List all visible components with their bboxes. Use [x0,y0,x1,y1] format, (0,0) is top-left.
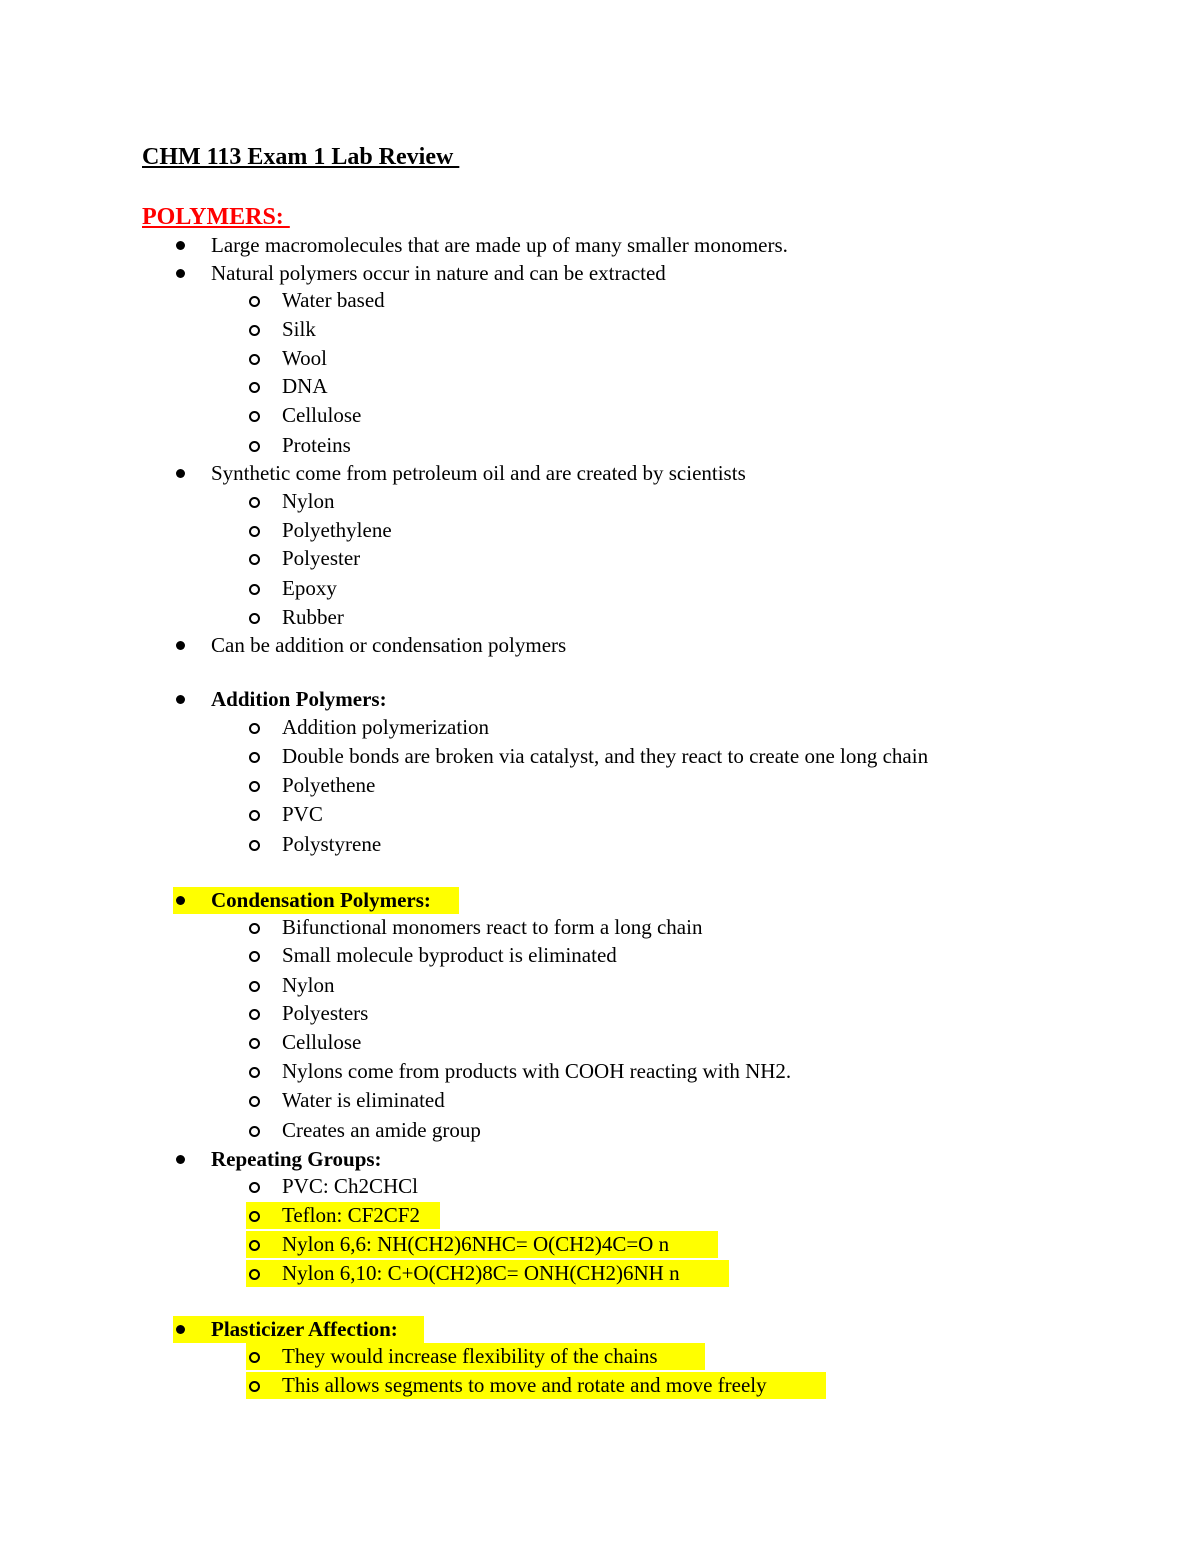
sub-list-item [0,1086,445,1115]
sub-list-item [0,286,385,315]
list-item-text: Natural polymers occur in nature and can be extracted [211,261,666,285]
circle-bullet-icon [249,1126,260,1137]
sub-list-item-text: Polyester [282,546,361,570]
sub-list-item [0,1201,420,1230]
sub-list-item-text: Double bonds are broken via catalyst, and they react to create one long chain [282,744,929,768]
list-item-text: Synthetic come from petroleum oil and are created by scientists [211,461,746,485]
bullet-icon [176,241,185,250]
list-item-heading [0,1145,382,1174]
sub-list-item-text: This allows segments to move and rotate and move freely [282,1373,767,1397]
sub-list-item-text: Water is eliminated [282,1088,445,1112]
sub-list-item-text: Nylon 6,10: C+O(CH2)8C= ONH(CH2)6NH n [282,1261,680,1285]
bullet-icon [176,269,185,278]
heading-plasticizer-affection: Plasticizer Affection: [211,1317,398,1341]
sub-list-item-text: Polystyrene [282,832,382,856]
sub-list-item [0,800,323,829]
sub-list-item-text: Silk [282,317,316,341]
circle-bullet-icon [249,1182,260,1193]
sub-list-item [0,1172,418,1201]
sub-list-item [0,913,703,942]
sub-list-item-text: Bifunctional monomers react to form a long chain [282,915,703,939]
circle-bullet-icon [249,951,260,962]
sub-list-item [0,742,929,771]
circle-bullet-icon [249,1352,260,1363]
circle-bullet-icon [249,1096,260,1107]
sub-list-item [0,516,392,545]
circle-bullet-icon [249,325,260,336]
list-item-text: Can be addition or condensation polymers [211,633,567,657]
sub-list-item-text: Nylon [282,973,335,997]
sub-list-item-text: Wool [282,346,327,370]
sub-list-item [0,999,369,1028]
sub-list-item-text: Small molecule byproduct is eliminated [282,943,617,967]
list-item [0,231,788,260]
sub-list-item [0,487,335,516]
circle-bullet-icon [249,840,260,851]
circle-bullet-icon [249,411,260,422]
list-item-heading [0,685,387,714]
circle-bullet-icon [249,1067,260,1078]
sub-list-item [0,771,376,800]
circle-bullet-icon [249,752,260,763]
sub-list-item [0,1028,362,1057]
section-heading-polymers: POLYMERS: [142,204,290,230]
sub-list-item-text: Water based [282,288,385,312]
sub-list-item [0,603,344,632]
circle-bullet-icon [249,554,260,565]
sub-list-item-text: Creates an amide group [282,1118,481,1142]
list-item-heading [0,886,431,915]
bullet-icon [176,896,185,905]
sub-list-item [0,544,361,573]
circle-bullet-icon [249,613,260,624]
sub-list-item-text: Rubber [282,605,344,629]
circle-bullet-icon [249,981,260,992]
sub-list-item-text: They would increase flexibility of the chains [282,1344,658,1368]
sub-list-item [0,1057,792,1086]
circle-bullet-icon [249,526,260,537]
sub-list-item-text: PVC: Ch2CHCl [282,1174,418,1198]
list-item [0,259,666,288]
circle-bullet-icon [249,354,260,365]
circle-bullet-icon [249,1240,260,1251]
sub-list-item [0,1371,767,1400]
circle-bullet-icon [249,1009,260,1020]
sub-list-item-text: DNA [282,374,328,398]
circle-bullet-icon [249,382,260,393]
sub-list-item [0,431,351,460]
circle-bullet-icon [249,810,260,821]
sub-list-item [0,971,335,1000]
circle-bullet-icon [249,781,260,792]
sub-list-item [0,830,382,859]
sub-list-item-text: Polyesters [282,1001,369,1025]
sub-list-item [0,315,316,344]
sub-list-item-text: Teflon: CF2CF2 [282,1203,420,1227]
sub-list-item-text: PVC [282,802,323,826]
heading-addition-polymers: Addition Polymers: [211,687,387,711]
sub-list-item-text: Proteins [282,433,351,457]
heading-repeating-groups: Repeating Groups: [211,1147,382,1171]
sub-list-item-text: Nylons come from products with COOH reacting with NH2. [282,1059,792,1083]
sub-list-item [0,401,362,430]
circle-bullet-icon [249,723,260,734]
sub-list-item [0,713,490,742]
circle-bullet-icon [249,1381,260,1392]
circle-bullet-icon [249,1038,260,1049]
circle-bullet-icon [249,1211,260,1222]
circle-bullet-icon [249,441,260,452]
list-item [0,631,567,660]
circle-bullet-icon [249,584,260,595]
sub-list-item [0,1230,670,1259]
circle-bullet-icon [249,296,260,307]
bullet-icon [176,1325,185,1334]
sub-list-item [0,941,617,970]
bullet-icon [176,469,185,478]
sub-list-item [0,574,337,603]
circle-bullet-icon [249,497,260,508]
sub-list-item-text: Polyethylene [282,518,392,542]
list-item-text: Large macromolecules that are made up of many smaller monomers. [211,233,788,257]
circle-bullet-icon [249,923,260,934]
sub-list-item [0,372,328,401]
sub-list-item-text: Nylon [282,489,335,513]
bullet-icon [176,695,185,704]
sub-list-item [0,1116,481,1145]
list-item [0,459,746,488]
sub-list-item-text: Addition polymerization [282,715,490,739]
document-title: CHM 113 Exam 1 Lab Review [142,144,460,170]
sub-list-item [0,1342,658,1371]
sub-list-item-text: Cellulose [282,1030,362,1054]
bullet-icon [176,1155,185,1164]
sub-list-item-text: Polyethene [282,773,376,797]
sub-list-item-text: Nylon 6,6: NH(CH2)6NHC= O(CH2)4C=O n [282,1232,670,1256]
heading-condensation-polymers: Condensation Polymers: [211,888,431,912]
circle-bullet-icon [249,1269,260,1280]
sub-list-item-text: Epoxy [282,576,337,600]
sub-list-item-text: Cellulose [282,403,362,427]
sub-list-item [0,344,327,373]
sub-list-item [0,1259,680,1288]
bullet-icon [176,641,185,650]
list-item-heading [0,1315,398,1344]
